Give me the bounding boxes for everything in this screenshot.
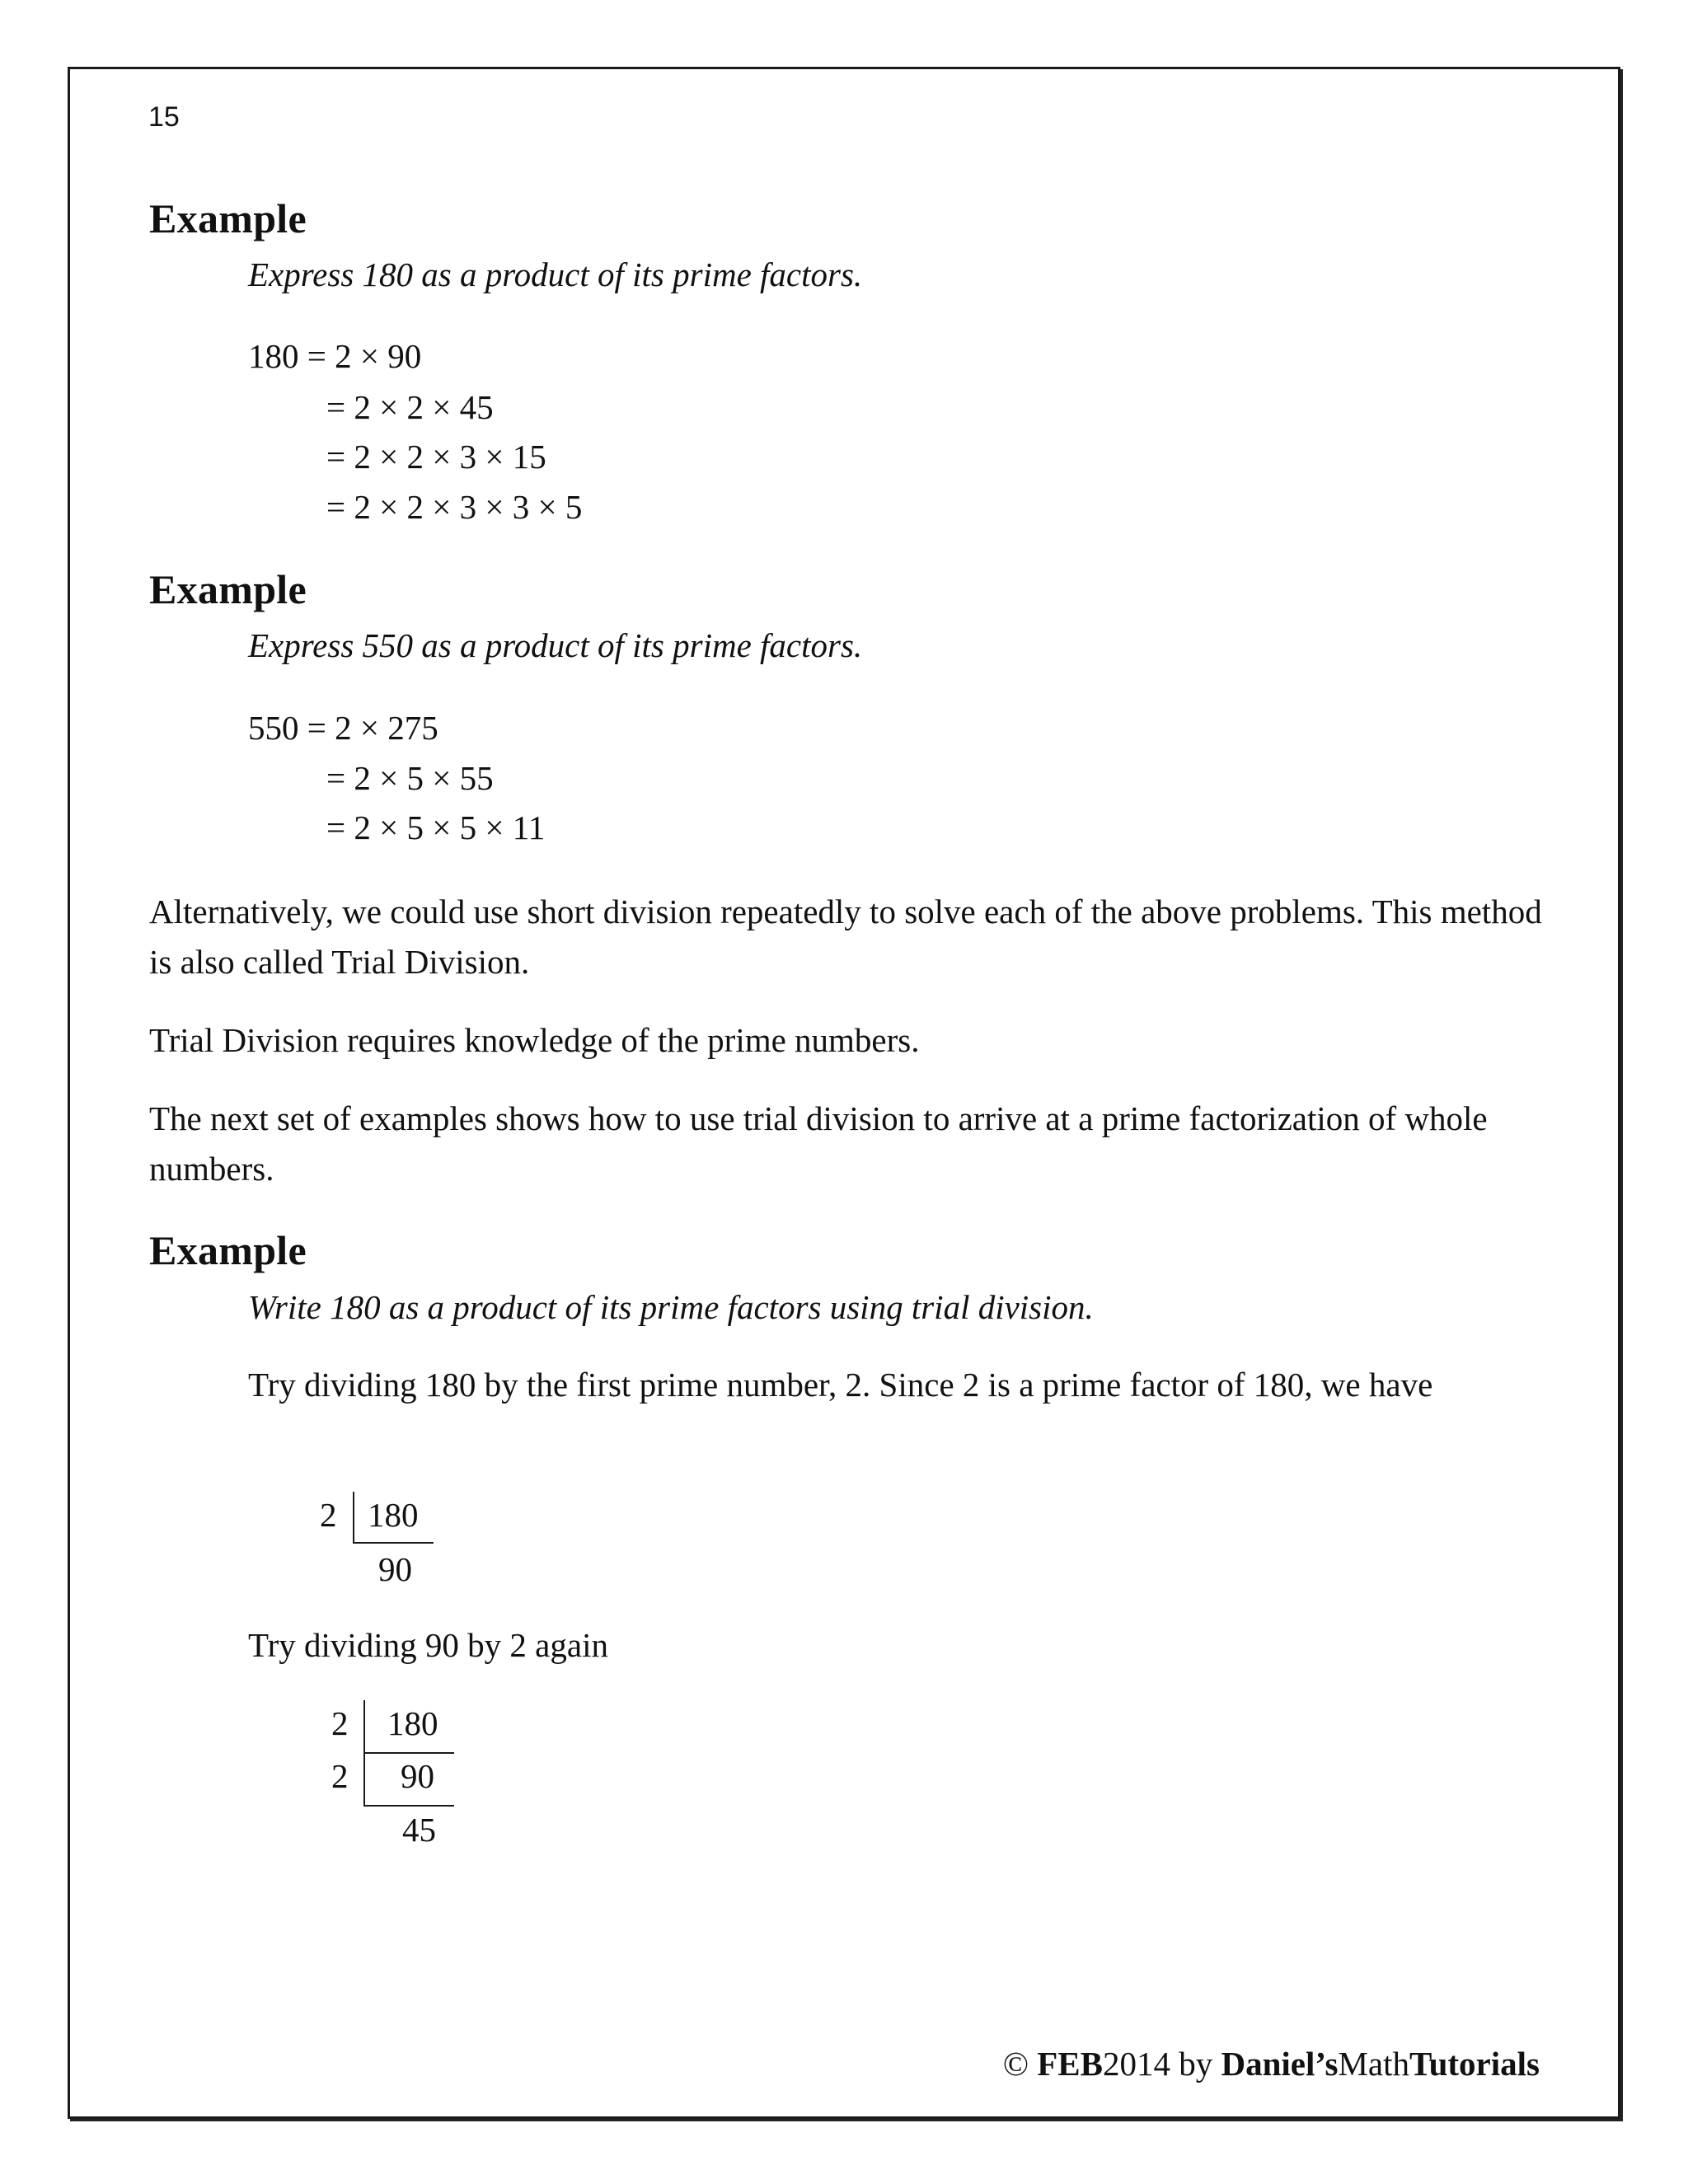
example-2-line-1: 550 = 2 × 275	[248, 709, 438, 747]
copyright-symbol: ©	[1002, 2045, 1029, 2083]
example-2-line-3: = 2 × 5 × 5 × 11	[326, 808, 546, 846]
footer-author: Daniel’s	[1221, 2045, 1339, 2083]
division-1-rule	[353, 1542, 434, 1544]
paragraph-alternative-method: Alternatively, we could use short division repeatedly to solve each of the above problems. This method is also called Trial Division.	[149, 893, 1542, 981]
footer-tutorials: Tutorials	[1409, 2045, 1540, 2083]
division-1-divisor: 2	[320, 1496, 337, 1534]
division-1-bar	[353, 1492, 354, 1543]
footer-by: by	[1179, 2045, 1213, 2083]
paragraph-trial-division-requirement: Trial Division requires knowledge of the prime numbers.	[149, 1021, 920, 1059]
example-1-line-2: = 2 × 2 × 45	[326, 388, 494, 426]
example-1-prompt: Express 180 as a product of its prime factors.	[248, 255, 863, 293]
division-2-rule-2	[363, 1805, 454, 1807]
example-1-line-3: = 2 × 2 × 3 × 15	[326, 438, 546, 476]
division-2-divisor-2: 2	[331, 1757, 349, 1795]
division-1-dividend: 180	[368, 1496, 419, 1534]
page-number: 15	[148, 101, 180, 133]
footer-year: 2014	[1102, 2045, 1170, 2083]
example-1-line-4: = 2 × 2 × 3 × 3 × 5	[326, 488, 583, 526]
example-3-heading: Example	[149, 1227, 307, 1273]
example-2-line-2: = 2 × 5 × 55	[326, 759, 494, 797]
paragraph-next-examples: The next set of examples shows how to use trial division to arrive at a prime factorization of whole numbers.	[149, 1099, 1488, 1188]
division-2-rule-1	[363, 1752, 454, 1754]
example-2-prompt: Express 550 as a product of its prime factors.	[248, 626, 863, 664]
division-2-dividend-1: 180	[387, 1704, 438, 1742]
example-1-heading: Example	[149, 195, 307, 241]
example-2-heading: Example	[149, 566, 307, 612]
example-3-prompt: Write 180 as a product of its prime factors using trial division.	[248, 1288, 1094, 1326]
division-2-quotient: 45	[402, 1811, 436, 1849]
division-1-quotient: 90	[378, 1550, 412, 1588]
example-3-step-2-text: Try dividing 90 by 2 again	[248, 1626, 608, 1664]
footer-copyright	[1003, 2044, 1540, 2083]
example-1-line-1: 180 = 2 × 90	[248, 337, 422, 375]
division-2-divisor-1: 2	[331, 1704, 349, 1742]
division-2-dividend-2: 90	[401, 1757, 434, 1795]
footer-math: Math	[1338, 2045, 1410, 2083]
example-3-step-1-text: Try dividing 180 by the first prime number, 2. Since 2 is a prime factor of 180, we have	[248, 1366, 1433, 1404]
footer-month: FEB	[1037, 2045, 1103, 2083]
